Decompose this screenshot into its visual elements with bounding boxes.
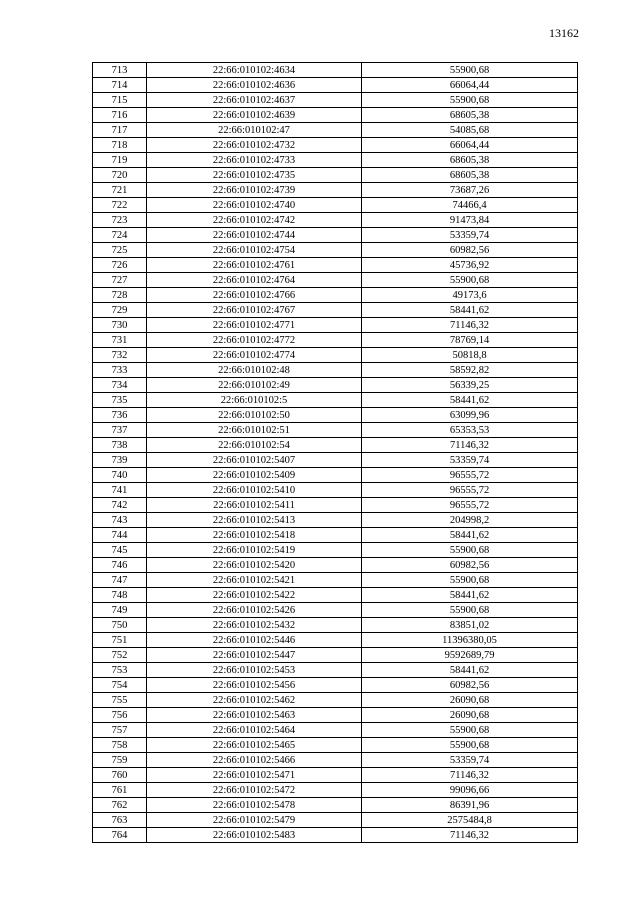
row-number-cell: 722 [93,198,147,213]
table-row [93,453,578,468]
value-cell: 55900,68 [362,573,578,588]
cadastral-number-cell: 22:66:010102:4739 [147,183,362,198]
value-cell: 68605,38 [362,153,578,168]
value-cell: 60982,56 [362,243,578,258]
row-number-cell: 728 [93,288,147,303]
table-row [93,783,578,798]
value-cell: 58441,62 [362,393,578,408]
cadastral-number-cell: 22:66:010102:5420 [147,558,362,573]
table-row [93,153,578,168]
table-row [93,378,578,393]
table-row [93,468,578,483]
cadastral-number-cell: 22:66:010102:5464 [147,723,362,738]
value-cell: 45736,92 [362,258,578,273]
table-row [93,528,578,543]
row-number-cell: 746 [93,558,147,573]
cadastral-number-cell: 22:66:010102:49 [147,378,362,393]
row-number-cell: 749 [93,603,147,618]
cadastral-number-cell: 22:66:010102:4767 [147,303,362,318]
cadastral-number-cell: 22:66:010102:4766 [147,288,362,303]
cadastral-number-cell: 22:66:010102:5411 [147,498,362,513]
row-number-cell: 721 [93,183,147,198]
value-cell: 55900,68 [362,63,578,78]
cadastral-number-cell: 22:66:010102:4764 [147,273,362,288]
row-number-cell: 723 [93,213,147,228]
cadastral-number-cell: 22:66:010102:5447 [147,648,362,663]
cadastral-number-cell: 22:66:010102:5478 [147,798,362,813]
cadastral-number-cell: 22:66:010102:4637 [147,93,362,108]
cadastral-number-cell: 22:66:010102:4735 [147,168,362,183]
value-cell: 58441,62 [362,588,578,603]
cadastral-number-cell: 22:66:010102:5421 [147,573,362,588]
value-cell: 26090,68 [362,693,578,708]
cadastral-number-cell: 22:66:010102:54 [147,438,362,453]
row-number-cell: 732 [93,348,147,363]
value-cell: 53359,74 [362,228,578,243]
table-row [93,693,578,708]
value-cell: 55900,68 [362,603,578,618]
table-row [93,438,578,453]
row-number-cell: 747 [93,573,147,588]
value-cell: 66064,44 [362,78,578,93]
table-row [93,708,578,723]
table-row [93,108,578,123]
value-cell: 68605,38 [362,168,578,183]
cadastral-number-cell: 22:66:010102:5 [147,393,362,408]
cadastral-number-cell: 22:66:010102:4774 [147,348,362,363]
table-row [93,603,578,618]
row-number-cell: 740 [93,468,147,483]
table-row [93,678,578,693]
registry-table-body [93,63,578,843]
table-row [93,828,578,843]
value-cell: 58441,62 [362,303,578,318]
row-number-cell: 738 [93,438,147,453]
value-cell: 58592,82 [362,363,578,378]
cadastral-number-cell: 22:66:010102:5422 [147,588,362,603]
row-number-cell: 760 [93,768,147,783]
table-row [93,63,578,78]
value-cell: 60982,56 [362,558,578,573]
value-cell: 71146,32 [362,768,578,783]
table-row [93,393,578,408]
table-row [93,663,578,678]
row-number-cell: 745 [93,543,147,558]
value-cell: 65353,53 [362,423,578,438]
value-cell: 53359,74 [362,753,578,768]
cadastral-number-cell: 22:66:010102:51 [147,423,362,438]
value-cell: 55900,68 [362,738,578,753]
table-row [93,333,578,348]
value-cell: 71146,32 [362,438,578,453]
cadastral-number-cell: 22:66:010102:4761 [147,258,362,273]
table-row [93,648,578,663]
row-number-cell: 739 [93,453,147,468]
table-row [93,513,578,528]
cadastral-number-cell: 22:66:010102:4634 [147,63,362,78]
table-row [93,363,578,378]
table-row [93,348,578,363]
value-cell: 96555,72 [362,498,578,513]
table-row [93,753,578,768]
row-number-cell: 744 [93,528,147,543]
table-row [93,498,578,513]
row-number-cell: 734 [93,378,147,393]
cadastral-number-cell: 22:66:010102:4639 [147,108,362,123]
cadastral-number-cell: 22:66:010102:4771 [147,318,362,333]
table-row [93,228,578,243]
value-cell: 73687,26 [362,183,578,198]
row-number-cell: 726 [93,258,147,273]
registry-table [92,62,578,843]
row-number-cell: 764 [93,828,147,843]
cadastral-number-cell: 22:66:010102:5453 [147,663,362,678]
cadastral-number-cell: 22:66:010102:5407 [147,453,362,468]
row-number-cell: 720 [93,168,147,183]
table-row [93,618,578,633]
row-number-cell: 727 [93,273,147,288]
value-cell: 55900,68 [362,93,578,108]
value-cell: 58441,62 [362,663,578,678]
row-number-cell: 713 [93,63,147,78]
cadastral-number-cell: 22:66:010102:5432 [147,618,362,633]
cadastral-number-cell: 22:66:010102:5419 [147,543,362,558]
table-row [93,303,578,318]
row-number-cell: 754 [93,678,147,693]
cadastral-number-cell: 22:66:010102:5483 [147,828,362,843]
cadastral-number-cell: 22:66:010102:5465 [147,738,362,753]
cadastral-number-cell: 22:66:010102:5471 [147,768,362,783]
table-row [93,588,578,603]
table-row [93,483,578,498]
table-row [93,408,578,423]
row-number-cell: 748 [93,588,147,603]
table-row [93,183,578,198]
value-cell: 58441,62 [362,528,578,543]
value-cell: 53359,74 [362,453,578,468]
cadastral-number-cell: 22:66:010102:4772 [147,333,362,348]
value-cell: 83851,02 [362,618,578,633]
value-cell: 99096,66 [362,783,578,798]
row-number-cell: 759 [93,753,147,768]
cadastral-number-cell: 22:66:010102:4732 [147,138,362,153]
table-row [93,738,578,753]
value-cell: 66064,44 [362,138,578,153]
row-number-cell: 731 [93,333,147,348]
row-number-cell: 719 [93,153,147,168]
row-number-cell: 763 [93,813,147,828]
table-row [93,258,578,273]
value-cell: 63099,96 [362,408,578,423]
row-number-cell: 742 [93,498,147,513]
value-cell: 55900,68 [362,273,578,288]
cadastral-number-cell: 22:66:010102:4742 [147,213,362,228]
value-cell: 74466,4 [362,198,578,213]
cadastral-number-cell: 22:66:010102:5463 [147,708,362,723]
value-cell: 55900,68 [362,723,578,738]
table-row [93,633,578,648]
table-row [93,573,578,588]
value-cell: 55900,68 [362,543,578,558]
value-cell: 71146,32 [362,318,578,333]
table-row [93,93,578,108]
row-number-cell: 735 [93,393,147,408]
value-cell: 50818,8 [362,348,578,363]
cadastral-number-cell: 22:66:010102:5410 [147,483,362,498]
cadastral-number-cell: 22:66:010102:5409 [147,468,362,483]
row-number-cell: 751 [93,633,147,648]
row-number-cell: 714 [93,78,147,93]
row-number-cell: 741 [93,483,147,498]
table-row [93,168,578,183]
value-cell: 91473,84 [362,213,578,228]
row-number-cell: 753 [93,663,147,678]
row-number-cell: 752 [93,648,147,663]
table-row [93,543,578,558]
row-number-cell: 755 [93,693,147,708]
value-cell: 86391,96 [362,798,578,813]
row-number-cell: 762 [93,798,147,813]
table-row [93,798,578,813]
value-cell: 96555,72 [362,468,578,483]
row-number-cell: 733 [93,363,147,378]
row-number-cell: 718 [93,138,147,153]
table-row [93,318,578,333]
table-row [93,138,578,153]
value-cell: 78769,14 [362,333,578,348]
table-row [93,243,578,258]
cadastral-number-cell: 22:66:010102:48 [147,363,362,378]
value-cell: 2575484,8 [362,813,578,828]
cadastral-number-cell: 22:66:010102:5462 [147,693,362,708]
row-number-cell: 756 [93,708,147,723]
value-cell: 68605,38 [362,108,578,123]
row-number-cell: 729 [93,303,147,318]
cadastral-number-cell: 22:66:010102:5446 [147,633,362,648]
value-cell: 204998,2 [362,513,578,528]
cadastral-number-cell: 22:66:010102:5426 [147,603,362,618]
cadastral-number-cell: 22:66:010102:5456 [147,678,362,693]
table-row [93,423,578,438]
value-cell: 96555,72 [362,483,578,498]
row-number-cell: 743 [93,513,147,528]
row-number-cell: 757 [93,723,147,738]
value-cell: 9592689,79 [362,648,578,663]
table-row [93,198,578,213]
cadastral-number-cell: 22:66:010102:5418 [147,528,362,543]
value-cell: 11396380,05 [362,633,578,648]
value-cell: 56339,25 [362,378,578,393]
value-cell: 49173,6 [362,288,578,303]
row-number-cell: 724 [93,228,147,243]
row-number-cell: 737 [93,423,147,438]
table-row [93,213,578,228]
row-number-cell: 750 [93,618,147,633]
row-number-cell: 758 [93,738,147,753]
row-number-cell: 716 [93,108,147,123]
cadastral-number-cell: 22:66:010102:5413 [147,513,362,528]
value-cell: 60982,56 [362,678,578,693]
cadastral-number-cell: 22:66:010102:4744 [147,228,362,243]
row-number-cell: 730 [93,318,147,333]
value-cell: 71146,32 [362,828,578,843]
table-row [93,288,578,303]
cadastral-number-cell: 22:66:010102:50 [147,408,362,423]
table-row [93,768,578,783]
table-row [93,813,578,828]
table-row [93,123,578,138]
cadastral-number-cell: 22:66:010102:5479 [147,813,362,828]
table-row [93,723,578,738]
cadastral-number-cell: 22:66:010102:47 [147,123,362,138]
cadastral-number-cell: 22:66:010102:5472 [147,783,362,798]
row-number-cell: 717 [93,123,147,138]
page-number: 13162 [549,26,579,40]
cadastral-number-cell: 22:66:010102:4636 [147,78,362,93]
row-number-cell: 761 [93,783,147,798]
cadastral-number-cell: 22:66:010102:4740 [147,198,362,213]
value-cell: 54085,68 [362,123,578,138]
cadastral-number-cell: 22:66:010102:4754 [147,243,362,258]
table-row [93,558,578,573]
value-cell: 26090,68 [362,708,578,723]
table-row [93,273,578,288]
cadastral-number-cell: 22:66:010102:5466 [147,753,362,768]
row-number-cell: 725 [93,243,147,258]
table-row [93,78,578,93]
cadastral-number-cell: 22:66:010102:4733 [147,153,362,168]
row-number-cell: 715 [93,93,147,108]
row-number-cell: 736 [93,408,147,423]
